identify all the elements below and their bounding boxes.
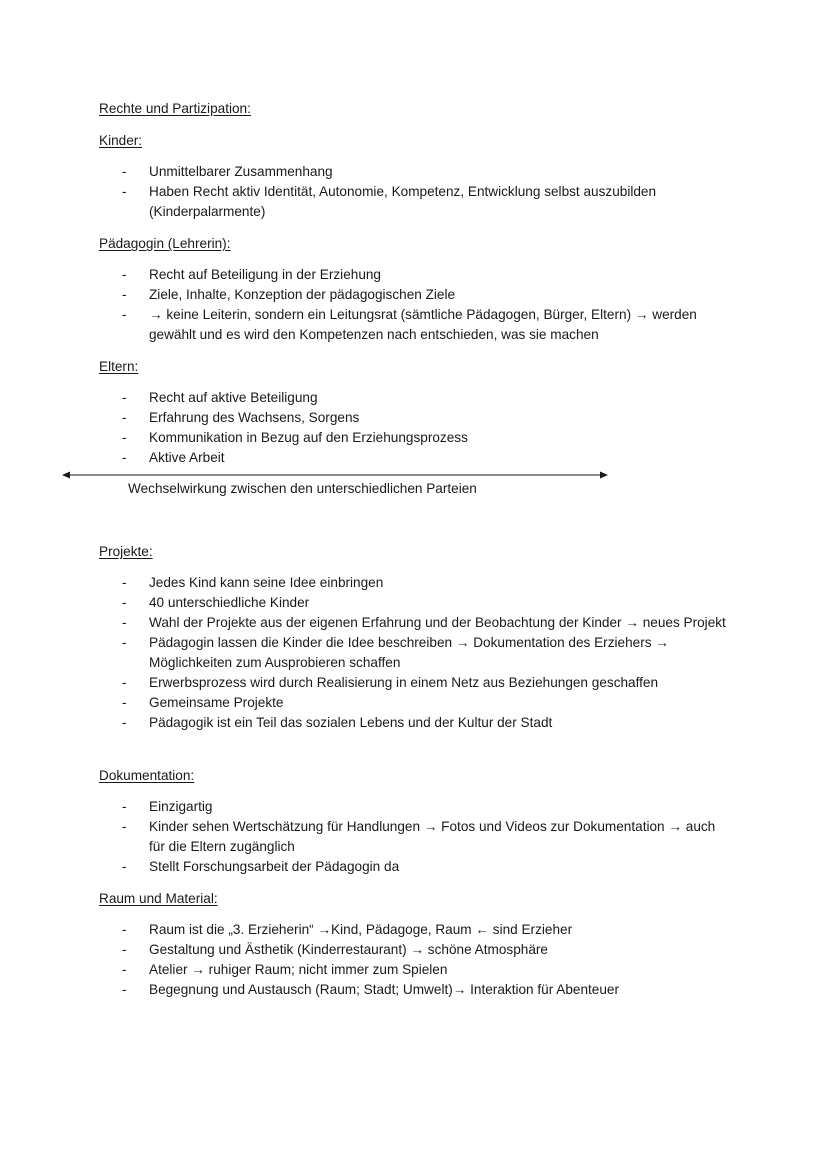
section-heading-projekte: Projekte: bbox=[99, 544, 153, 559]
section-heading-paedagogin: Pädagogin (Lehrerin): bbox=[99, 236, 231, 251]
list-item: - Erfahrung des Wachsens, Sorgens bbox=[0, 408, 729, 428]
list-item: - 40 unterschiedliche Kinder bbox=[0, 593, 729, 613]
bullet-dash: - bbox=[122, 595, 127, 610]
list-item: - Jedes Kind kann seine Idee einbringen bbox=[0, 573, 729, 593]
list-item: - Begegnung und Austausch (Raum; Stadt; Umwelt)→ Interaktion für Abenteuer bbox=[0, 980, 729, 1000]
list-item: - Ziele, Inhalte, Konzeption der pädagogischen Ziele bbox=[0, 285, 729, 305]
bullet-dash: - bbox=[122, 799, 127, 814]
bullet-dash: - bbox=[122, 635, 127, 650]
bullet-dash: - bbox=[122, 410, 127, 425]
list-item: - Haben Recht aktiv Identität, Autonomie, Kompetenz, Entwicklung selbst auszubilden (Kinderpalarmente) bbox=[122, 184, 657, 219]
list-item: - Pädagogin lassen die Kinder die Idee beschreiben → Dokumentation des Erziehers → Möglichkeiten zum Ausprobieren schaffen bbox=[122, 635, 669, 670]
list-item: - Atelier → ruhiger Raum; nicht immer zum Spielen bbox=[0, 960, 729, 980]
section-heading-raum: Raum und Material: bbox=[99, 891, 218, 906]
bullet-dash: - bbox=[122, 859, 127, 874]
list-item: - → keine Leiterin, sondern ein Leitungsrat (sämtliche Pädagogen, Bürger, Eltern) → werden gewählt und es wird den Kompetenzen nach entschieden, was sie machen bbox=[122, 307, 697, 342]
paedagogin-list bbox=[0, 265, 828, 345]
bullet-dash: - bbox=[122, 942, 127, 957]
bullet-dash: - bbox=[122, 390, 127, 405]
list-item: - Kinder sehen Wertschätzung für Handlungen → Fotos und Videos zur Dokumentation → auch für die Eltern zugänglich bbox=[122, 819, 716, 854]
list-item: - Wahl der Projekte aus der eigenen Erfahrung und der Beobachtung der Kinder → neues Projekt bbox=[0, 613, 729, 633]
list-item: - Einzigartig bbox=[0, 797, 729, 817]
bullet-dash: - bbox=[122, 715, 127, 730]
list-item: - Gemeinsame Projekte bbox=[0, 693, 729, 713]
bullet-dash: - bbox=[122, 922, 127, 937]
projekte-list bbox=[0, 573, 828, 733]
bullet-dash: - bbox=[122, 267, 127, 282]
bullet-dash: - bbox=[122, 575, 127, 590]
wechselwirkung-caption: Wechselwirkung zwischen den unterschiedlichen Parteien bbox=[128, 481, 477, 496]
list-item: - Kommunikation in Bezug auf den Erziehungsprozess bbox=[0, 428, 729, 448]
bullet-dash: - bbox=[122, 450, 127, 465]
list-item: - Raum ist die „3. Erzieherin“ →Kind, Pädagoge, Raum ← sind Erzieher bbox=[0, 920, 729, 940]
bullet-dash: - bbox=[122, 615, 127, 630]
list-item: - Aktive Arbeit bbox=[0, 448, 729, 468]
list-item: - Stellt Forschungsarbeit der Pädagogin da bbox=[0, 857, 729, 877]
list-item: - Gestaltung und Ästhetik (Kinderrestaurant) → schöne Atmosphäre bbox=[0, 940, 729, 960]
raum-list bbox=[0, 920, 828, 1000]
bullet-dash: - bbox=[122, 819, 127, 834]
dokumentation-list bbox=[0, 797, 828, 877]
list-item: - Recht auf Beteiligung in der Erziehung bbox=[0, 265, 729, 285]
bullet-dash: - bbox=[122, 962, 127, 977]
bullet-dash: - bbox=[122, 184, 127, 199]
section-heading-eltern: Eltern: bbox=[99, 359, 139, 374]
bullet-dash: - bbox=[122, 430, 127, 445]
bullet-dash: - bbox=[122, 675, 127, 690]
bullet-dash: - bbox=[122, 307, 127, 322]
bullet-dash: - bbox=[122, 164, 127, 179]
eltern-list bbox=[0, 388, 828, 468]
section-heading-dokumentation: Dokumentation: bbox=[99, 768, 195, 783]
kinder-list bbox=[0, 162, 828, 222]
list-item: - Pädagogik ist ein Teil das sozialen Lebens und der Kultur der Stadt bbox=[0, 713, 729, 733]
bullet-dash: - bbox=[122, 695, 127, 710]
bullet-dash: - bbox=[122, 982, 127, 997]
list-item: - Unmittelbarer Zusammenhang bbox=[0, 162, 729, 182]
list-item: - Erwerbsprozess wird durch Realisierung in einem Netz aus Beziehungen geschaffen bbox=[0, 673, 729, 693]
list-item: - Recht auf aktive Beteiligung bbox=[0, 388, 729, 408]
bullet-dash: - bbox=[122, 287, 127, 302]
section-heading-kinder: Kinder: bbox=[99, 133, 143, 148]
section-heading-rechte: Rechte und Partizipation: bbox=[99, 101, 251, 116]
